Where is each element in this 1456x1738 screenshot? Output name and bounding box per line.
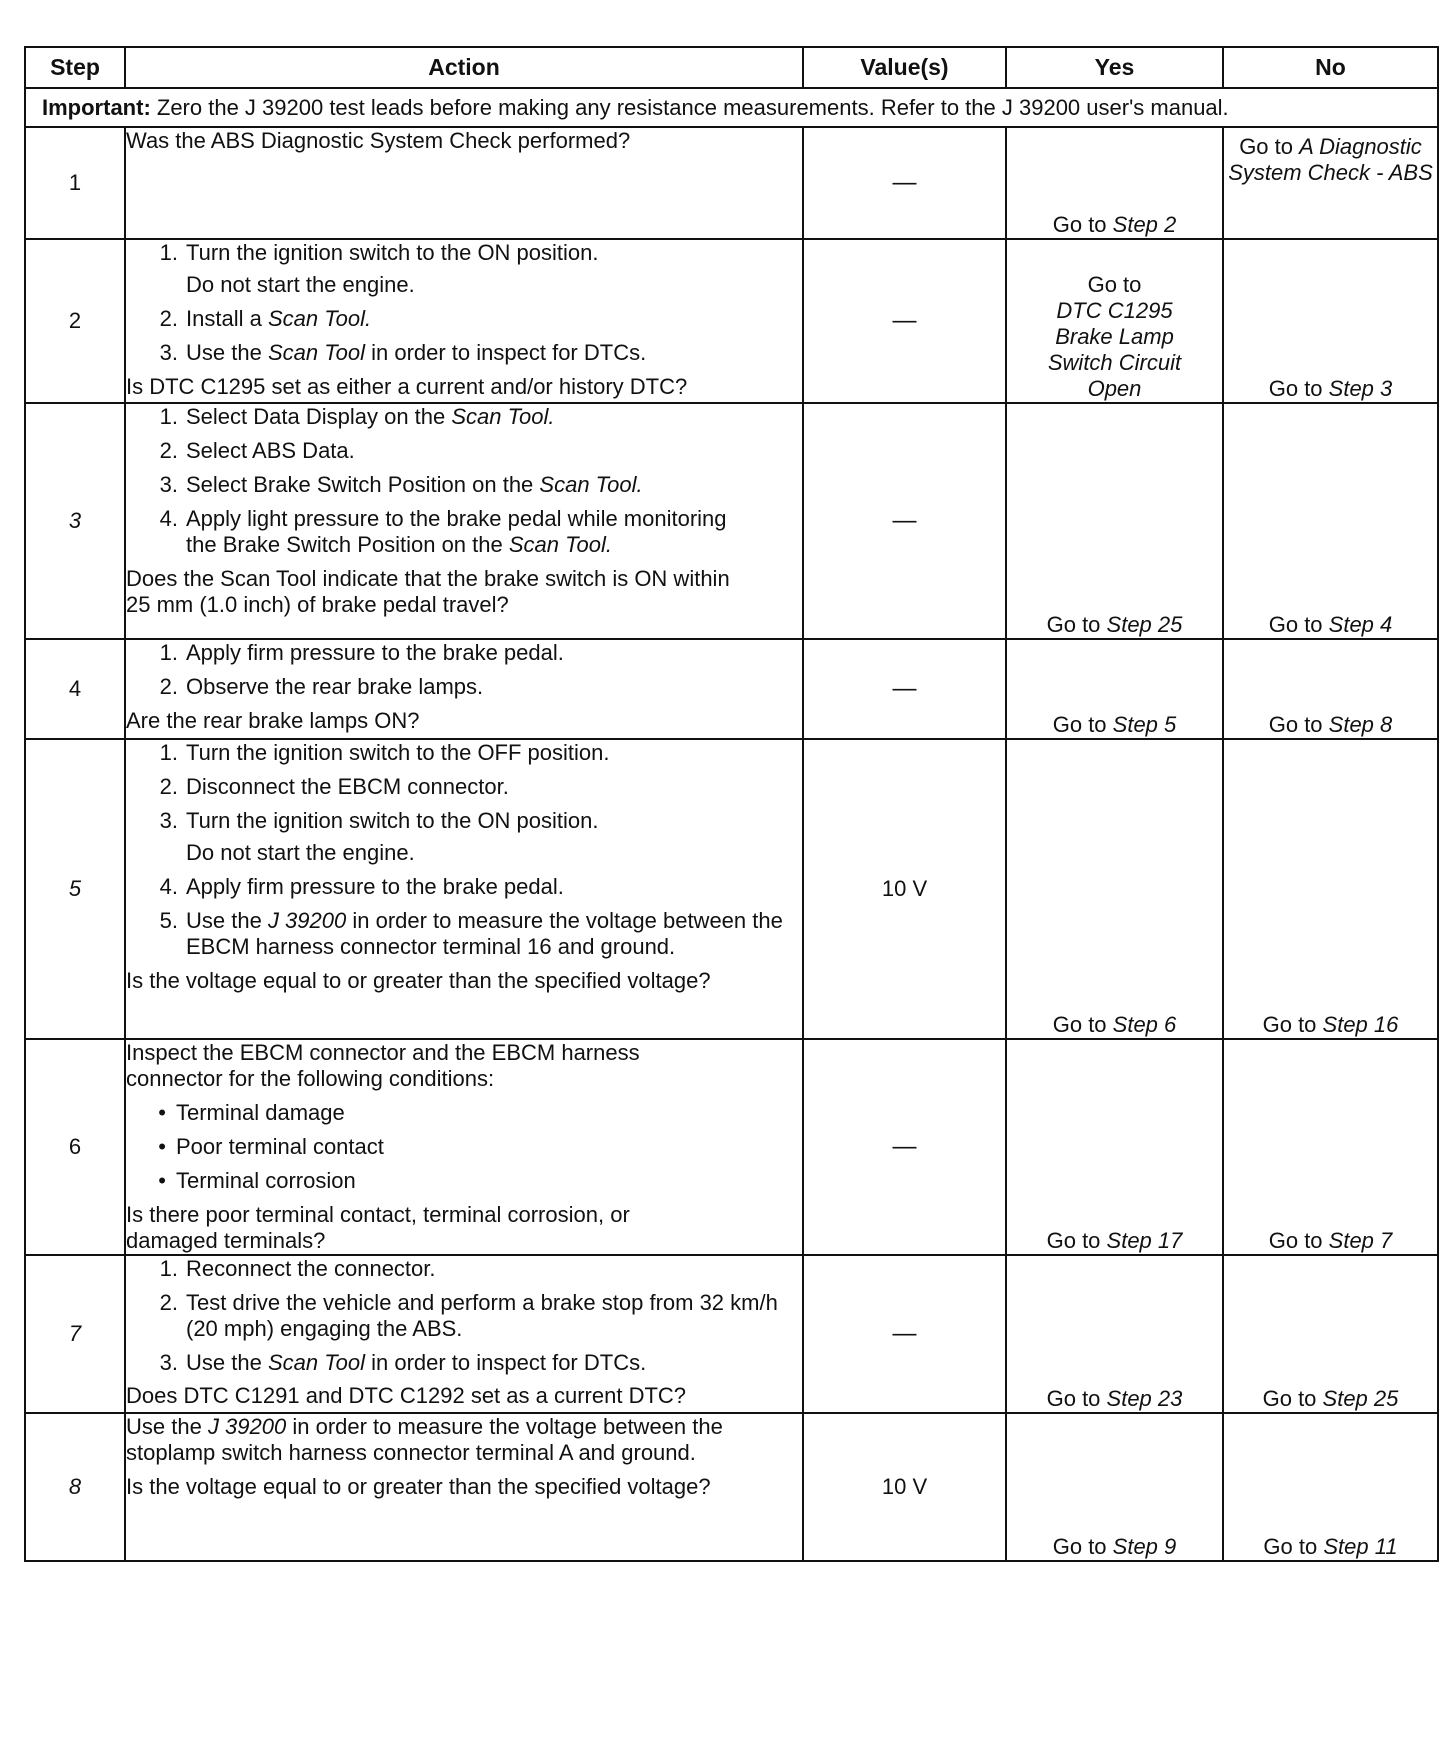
action-question: Are the rear brake lamps ON? [126, 707, 420, 733]
action-item: Use the Scan Tool in order to inspect for DTCs. [186, 1349, 647, 1375]
action-question: Is the voltage equal to or greater than the specified voltage? [126, 1473, 711, 1499]
action-question: Is the voltage equal to or greater than the specified voltage? [126, 967, 711, 993]
no-prefix: Go to [1262, 1385, 1323, 1411]
no-link[interactable]: Step 25 [1322, 1385, 1399, 1411]
no-prefix: Go to [1268, 376, 1329, 402]
step-number: 2 [25, 239, 125, 403]
important-note [25, 88, 1438, 127]
important-label: Important: [42, 94, 151, 120]
yes-prefix: Go to [1052, 712, 1113, 738]
no-link[interactable]: Step 7 [1328, 1227, 1393, 1253]
action-item: Install a Scan Tool. [186, 305, 372, 331]
action-item: Select Data Display on the Scan Tool. [186, 404, 555, 429]
table-row [25, 1255, 1438, 1413]
value-cell [803, 739, 1006, 1039]
yes-prefix: Go to [1052, 1533, 1113, 1559]
action-item: Reconnect the connector. [186, 1255, 436, 1281]
value-cell [803, 239, 1006, 403]
yes-cell[interactable] [1006, 639, 1223, 739]
yes-link[interactable]: Step 5 [1112, 712, 1177, 738]
table-row [25, 1413, 1438, 1561]
no-cell[interactable] [1223, 239, 1438, 403]
action-item: Disconnect the EBCM connector. [186, 773, 509, 799]
action-bullet: Terminal corrosion [176, 1167, 356, 1193]
action-item: Test drive the vehicle and perform a brake stop from 32 km/h (20 mph) engaging the ABS. [186, 1289, 778, 1341]
yes-prefix: Go to [1046, 612, 1107, 638]
yes-cell[interactable] [1006, 1413, 1223, 1561]
table-row [25, 127, 1438, 239]
no-prefix: Go to [1239, 134, 1300, 159]
no-link[interactable]: Step 11 [1323, 1533, 1398, 1559]
header-yes: Yes [1006, 47, 1223, 88]
action-subnote: Do not start the engine. [186, 271, 415, 297]
no-cell[interactable] [1223, 639, 1438, 739]
action-bullet: Terminal damage [176, 1099, 345, 1125]
action-question: Was the ABS Diagnostic System Check performed? [126, 128, 631, 153]
yes-link[interactable]: Step 17 [1106, 1227, 1183, 1253]
header-value: Value(s) [803, 47, 1006, 88]
no-prefix: Go to [1263, 1533, 1324, 1559]
no-cell[interactable] [1223, 1039, 1438, 1255]
action-item: Observe the rear brake lamps. [186, 673, 484, 699]
yes-cell[interactable] [1006, 403, 1223, 639]
yes-cell[interactable] [1006, 239, 1223, 403]
table-row [25, 1039, 1438, 1255]
action-cell [125, 1413, 803, 1561]
value-cell [803, 1413, 1006, 1561]
action-subnote: Do not start the engine. [186, 839, 415, 865]
header-row [25, 47, 1438, 88]
action-cell: 1. Turn the ignition switch to the OFF position. 2. Disconnect the EBCM connector. 3. Turn the ignition switch to the ON position. Do not start the engine. 4. Apply firm pressure to the brake pedal. 5. Use the J 39200 in order to measure the voltage between the EBCM harness connector terminal 16 and ground. Is the voltage equal to or greater than the specified voltage? [125, 739, 803, 1039]
value-text: — [892, 674, 917, 702]
action-item: Select ABS Data. [186, 437, 355, 463]
header-step: Step [25, 47, 125, 88]
action-item: Turn the ignition switch to the OFF position. [186, 740, 610, 765]
table-row [25, 639, 1438, 739]
action-item: Apply firm pressure to the brake pedal. [186, 873, 564, 899]
value-text: — [892, 168, 917, 196]
no-cell[interactable] [1223, 127, 1438, 239]
action-cell: 1. Select Data Display on the Scan Tool. 2. Select ABS Data. 3. Select Brake Switch Position on the Scan Tool. 4. Apply light pressure to the brake pedal while monitoring the Brake Switch Position on the Scan Tool. Does the Scan Tool indicate that the brake switch is ON within 25 mm (1.0 inch) of brake pedal travel? [125, 403, 803, 639]
step-number: 3 [25, 403, 125, 639]
no-link[interactable]: Step 3 [1328, 376, 1393, 402]
value-text: — [892, 1132, 917, 1160]
yes-link[interactable]: Step 2 [1112, 212, 1177, 238]
action-item: Turn the ignition switch to the ON position. [186, 240, 599, 265]
action-item: Apply firm pressure to the brake pedal. [186, 640, 564, 665]
important-note-row [25, 88, 1438, 127]
step-number: 7 [25, 1255, 125, 1413]
value-cell [803, 639, 1006, 739]
yes-prefix: Go to [1087, 272, 1142, 298]
no-cell[interactable] [1223, 739, 1438, 1039]
no-prefix: Go to [1262, 1012, 1323, 1038]
header-no: No [1223, 47, 1438, 88]
yes-prefix: Go to [1046, 1227, 1107, 1253]
no-cell[interactable] [1223, 1413, 1438, 1561]
value-text: — [892, 306, 917, 334]
step-number: 8 [25, 1413, 125, 1561]
action-cell [125, 127, 803, 239]
action-item: Use the Scan Tool in order to inspect for DTCs. [186, 339, 647, 365]
action-cell: 1. Turn the ignition switch to the ON position. Do not start the engine. 2. Install a Scan Tool. 3. Use the Scan Tool in order to inspect for DTCs. Is DTC C1295 set as either a current and/or history DTC? [125, 239, 803, 403]
action-item: Apply light pressure to the brake pedal while monitoring the Brake Switch Position on the Scan Tool. [186, 505, 727, 557]
no-cell[interactable] [1223, 1255, 1438, 1413]
important-text: Zero the J 39200 test leads before making any resistance measurements. Refer to the J 39200 user's manual. [150, 94, 1229, 120]
action-question: Does the Scan Tool indicate that the brake switch is ON within 25 mm (1.0 inch) of brake pedal travel? [126, 565, 730, 617]
value-text: — [892, 506, 917, 534]
value-text: — [892, 1319, 917, 1347]
action-item: Turn the ignition switch to the ON position. [186, 807, 599, 833]
action-intro: Inspect the EBCM connector and the EBCM harness connector for the following conditions: [126, 1040, 640, 1091]
value-text: 10 V [881, 876, 928, 902]
step-number: 6 [25, 1039, 125, 1255]
diagnostic-table [24, 46, 1439, 1562]
yes-link[interactable]: Step 23 [1106, 1385, 1183, 1411]
yes-link[interactable]: Step 25 [1106, 612, 1183, 638]
no-prefix: Go to [1268, 1227, 1329, 1253]
action-question: Does DTC C1291 and DTC C1292 set as a current DTC? [126, 1383, 687, 1409]
yes-cell[interactable] [1006, 1039, 1223, 1255]
no-link[interactable]: A Diagnostic System Check - ABS [1228, 134, 1433, 185]
action-cell: 1. Apply firm pressure to the brake pedal. 2. Observe the rear brake lamps. Are the rear brake lamps ON? [125, 639, 803, 739]
value-text: 10 V [881, 1473, 928, 1499]
no-prefix: Go to [1268, 712, 1329, 738]
value-cell [803, 1255, 1006, 1413]
yes-link[interactable]: Step 6 [1112, 1012, 1177, 1038]
no-link[interactable]: Step 4 [1328, 612, 1393, 638]
no-cell[interactable] [1223, 403, 1438, 639]
action-item: Use the J 39200 in order to measure the voltage between the EBCM harness connector terminal 16 and ground. [186, 907, 783, 959]
yes-prefix: Go to [1052, 212, 1113, 238]
table-row [25, 739, 1438, 1039]
yes-cell[interactable] [1006, 739, 1223, 1039]
table-row [25, 239, 1438, 403]
value-cell [803, 1039, 1006, 1255]
action-cell: 1. Reconnect the connector. 2. Test drive the vehicle and perform a brake stop from 32 km/h (20 mph) engaging the ABS. 3. Use the Scan Tool in order to inspect for DTCs. Does DTC C1291 and DTC C1292 set as a current DTC? [125, 1255, 803, 1413]
value-cell [803, 403, 1006, 639]
action-bullet: Poor terminal contact [176, 1133, 384, 1159]
yes-link[interactable]: DTC C1295 Brake Lamp Switch Circuit Open [1047, 298, 1182, 402]
step-number: 5 [25, 739, 125, 1039]
action-intro: Use the J 39200 in order to measure the voltage between the stoplamp switch harness connector terminal A and ground. [126, 1413, 723, 1465]
no-prefix: Go to [1268, 612, 1329, 638]
action-question: Is DTC C1295 set as either a current and/or history DTC? [126, 373, 688, 399]
step-number: 1 [25, 127, 125, 239]
yes-cell[interactable] [1006, 127, 1223, 239]
step-number: 4 [25, 639, 125, 739]
yes-prefix: Go to [1052, 1012, 1113, 1038]
action-item: Select Brake Switch Position on the Scan Tool. [186, 471, 643, 497]
yes-prefix: Go to [1046, 1385, 1107, 1411]
no-link[interactable]: Step 16 [1322, 1012, 1399, 1038]
yes-link[interactable]: Step 9 [1112, 1533, 1177, 1559]
value-cell [803, 127, 1006, 239]
yes-cell[interactable] [1006, 1255, 1223, 1413]
action-question: Is there poor terminal contact, terminal corrosion, or damaged terminals? [126, 1201, 630, 1253]
no-link[interactable]: Step 8 [1328, 712, 1393, 738]
action-cell: Inspect the EBCM connector and the EBCM harness connector for the following conditions: • Terminal damage • Poor terminal contact • Terminal corrosion Is there poor terminal contact, terminal corrosion, or damaged terminals? [125, 1039, 803, 1255]
table-row [25, 403, 1438, 639]
header-action: Action [125, 47, 803, 88]
